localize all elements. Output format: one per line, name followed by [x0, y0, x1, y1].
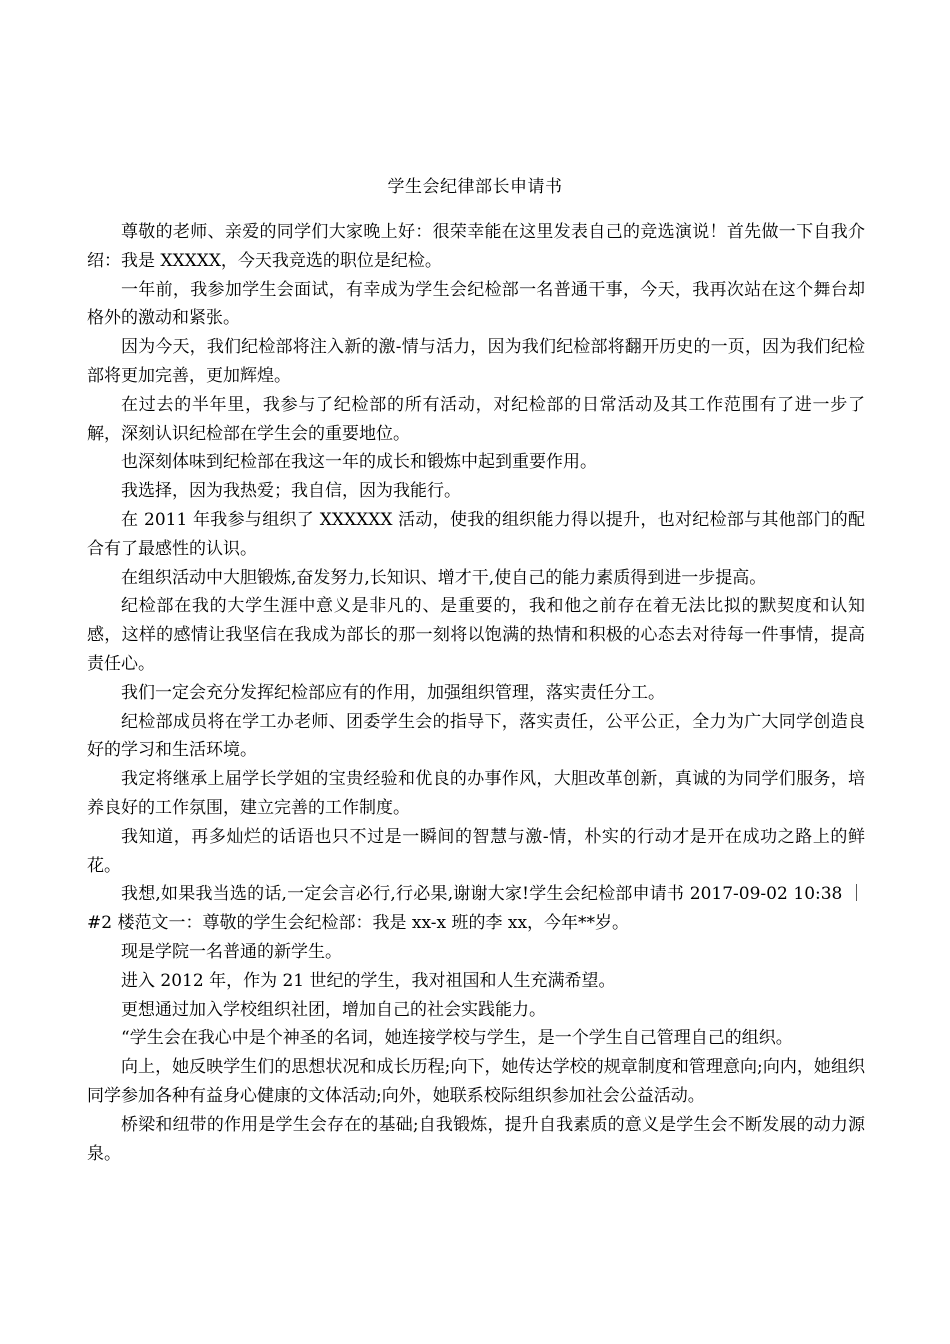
paragraph: 纪检部成员将在学工办老师、团委学生会的指导下，落实责任，公平公正，全力为广大同学创造良好的学习和生活环境。 — [87, 711, 865, 761]
paragraph: 尊敬的老师、亲爱的同学们大家晚上好：很荣幸能在这里发表自己的竞选演说！首先做一下自我介绍：我是 XXXXX，今天我竞选的职位是纪检。 — [87, 222, 865, 271]
paragraph: 在 2011 年我参与组织了 XXXXXX 活动，使我的组织能力得以提升，也对纪检部与其他部门的配合有了最感性的认识。 — [87, 509, 865, 559]
paragraph: 也深刻体味到纪检部在我这一年的成长和锻炼中起到重要作用。 — [121, 452, 597, 473]
paragraph: 我选择，因为我热爱；我自信，因为我能行。 — [121, 481, 461, 502]
paragraph: 我定将继承上届学长学姐的宝贵经验和优良的办事作风，大胆改革创新，真诚的为同学们服务，培养良好的工作氛围，建立完善的工作制度。 — [87, 769, 865, 818]
paragraph: 现是学院一名普通的新学生。 — [121, 941, 342, 962]
paragraph: 一年前，我参加学生会面试，有幸成为学生会纪检部一名普通干事，今天，我再次站在这个舞台却格外的激动和紧张。 — [87, 279, 865, 329]
paragraph: “学生会在我心中是个神圣的名词，她连接学校与学生，是一个学生自己管理自己的组织。 — [121, 1028, 793, 1049]
paragraph: 更想通过加入学校组织社团，增加自己的社会实践能力。 — [121, 999, 546, 1020]
paragraph: 纪检部在我的大学生涯中意义是非凡的、是重要的，我和他之前存在着无法比拟的默契度和认知感，这样的感情让我坚信在我成为部长的那一刻将以饱满的热情和积极的心态去对待每一件事情，提高责任心。 — [87, 596, 865, 674]
paragraph: 因为今天，我们纪检部将注入新的激-情与活力，因为我们纪检部将翻开历史的一页，因为我们纪检部将更加完善，更加辉煌。 — [87, 337, 865, 386]
paragraph: 向上，她反映学生们的思想状况和成长历程;向下，她传达学校的规章制度和管理意向;向内，她组织同学参加各种有益身心健康的文体活动;向外，她联系校际组织参加社会公益活动。 — [87, 1057, 865, 1106]
paragraph: 在组织活动中大胆锻炼,奋发努力,长知识、增才干,使自己的能力素质得到进一步提高。 — [121, 567, 767, 588]
paragraph: 我知道，再多灿烂的话语也只不过是一瞬间的智慧与激-情，朴实的行动才是开在成功之路上的鲜花。 — [87, 826, 865, 876]
paragraph: 桥梁和纽带的作用是学生会存在的基础;自我锻炼，提升自我素质的意义是学生会不断发展的动力源泉。 — [87, 1114, 865, 1164]
paragraph: 我想,如果我当选的话,一定会言必行,行必果,谢谢大家!学生会纪检部申请书 2017-09-02 10:38 ｜ #2 楼范文一：尊敬的学生会纪检部：我是 xx-x 班的李 xx，今年**岁。 — [87, 884, 865, 934]
paragraph: 进入 2012 年，作为 21 世纪的学生，我对祖国和人生充满希望。 — [121, 970, 616, 991]
paragraph: 在过去的半年里，我参与了纪检部的所有活动，对纪检部的日常活动及其工作范围有了进一步了解，深刻认识纪检部在学生会的重要地位。 — [87, 394, 865, 444]
document-title: 学生会纪律部长申请书 — [387, 177, 563, 197]
document-body — [87, 218, 865, 1168]
paragraph: 我们一定会充分发挥纪检部应有的作用，加强组织管理，落实责任分工。 — [121, 682, 665, 703]
